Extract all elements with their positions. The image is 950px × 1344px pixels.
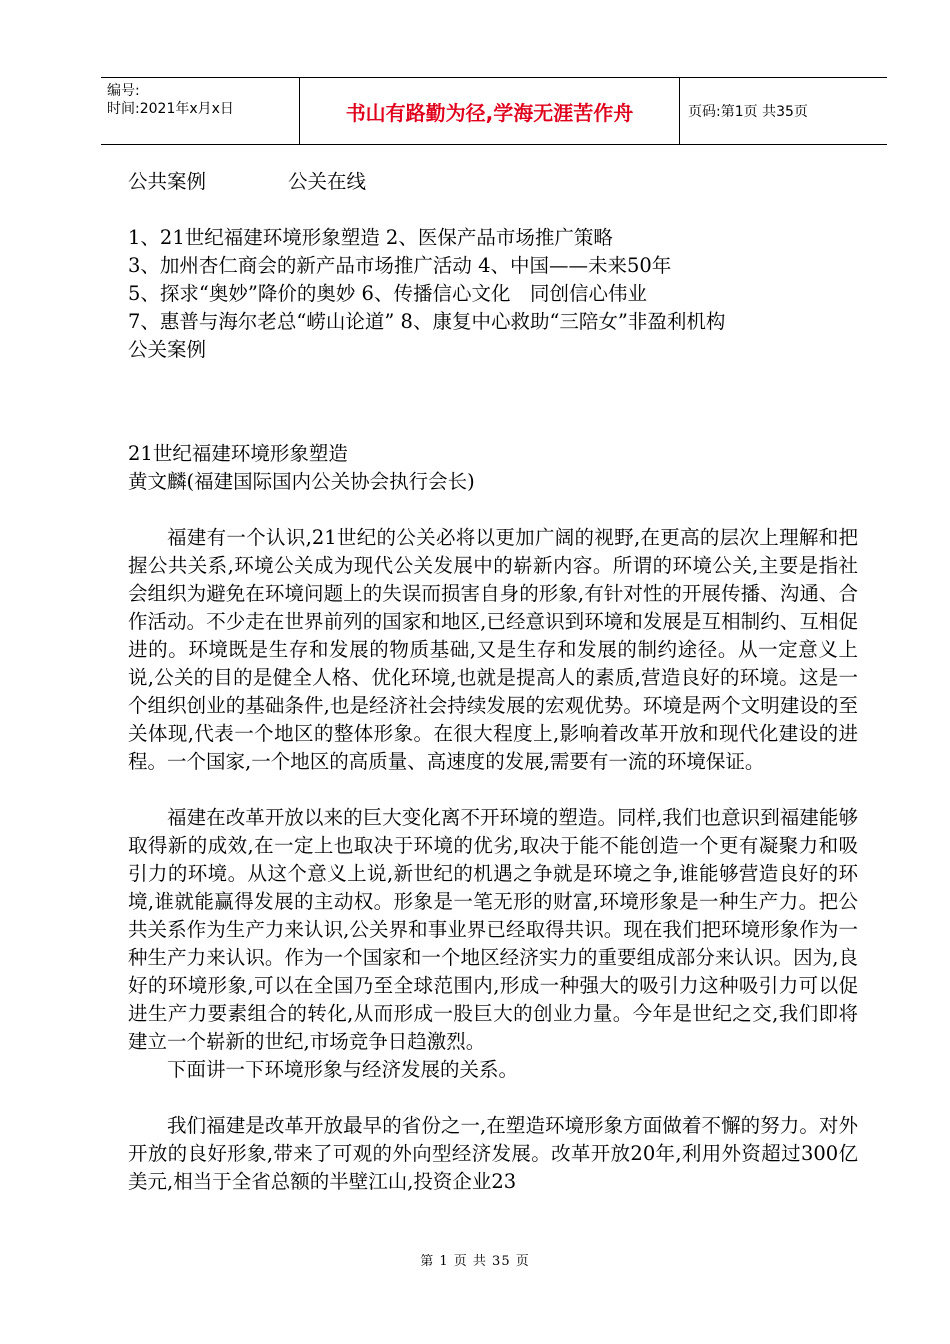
- toc-item: 5、探求“奥妙”降价的奥妙 6、传播信心文化 同创信心伟业: [128, 282, 647, 305]
- article-title: 21世纪福建环境形象塑造: [128, 442, 348, 465]
- spacer: [128, 496, 858, 524]
- spacer: [128, 364, 858, 440]
- paragraph: 下面讲一下环境形象与经济发展的关系。: [167, 1058, 519, 1081]
- paragraph: 福建在改革开放以来的巨大变化离不开环境的塑造。同样,我们也意识到福建能够取得新的成效,在一定上也取决于环境的优劣,取决于能不能创造一个更有凝聚力和吸引力的环境。从这个意义上说,新世纪的机遇之争就是环境之争,谁能够营造良好的环境,谁就能赢得发展的主动权。形象是一笔无形的财富,环境形象是一种生产力。把公共关系作为生产力来认识,公关界和事业界已经取得共识。现在我们把环境形象作为一种生产力来认识。作为一个国家和一个地区经济实力的重要组成部分来认识。因为,良好的环境形象,可以在全国乃至全球范围内,形成一种强大的吸引力这种吸引力可以促进生产力要素组合的转化,从而形成一股巨大的创业力量。今年是世纪之交,我们即将建立一个崭新的世纪,市场竞争日趋激烈。: [128, 806, 858, 1053]
- spacer: [128, 776, 858, 804]
- page-header: [101, 77, 887, 145]
- title-right: 公关在线: [288, 170, 367, 193]
- spacer: [128, 1084, 858, 1112]
- document-body: [128, 168, 858, 1196]
- header-page-info: 页码:第1页 共35页: [688, 104, 808, 120]
- toc-item: 3、加州杏仁商会的新产品市场推广活动 4、中国——未来50年: [128, 254, 672, 277]
- time-label: 时间:2021年x月x日: [107, 101, 234, 117]
- header-motto: 书山有路勤为径,学海无涯苦作舟: [300, 78, 680, 144]
- title-line: [128, 168, 858, 196]
- number-label: 编号:: [107, 83, 140, 99]
- toc-list: [128, 224, 858, 364]
- article-author: 黄文麟(福建国际国内公关协会执行会长): [128, 470, 475, 493]
- toc-item: 1、21世纪福建环境形象塑造 2、医保产品市场推广策略: [128, 226, 613, 249]
- spacer: [128, 196, 858, 224]
- header-meta: [101, 78, 300, 144]
- toc-item: 公关案例: [128, 338, 207, 361]
- toc-item: 7、惠普与海尔老总“崂山论道” 8、康复中心救助“三陪女”非盈利机构: [128, 310, 726, 333]
- paragraph: 福建有一个认识,21世纪的公关必将以更加广阔的视野,在更高的层次上理解和把握公共关系,环境公关成为现代公关发展中的崭新内容。所谓的环境公关,主要是指社会组织为避免在环境问题上的失误而损害自身的形象,有针对性的开展传播、沟通、合作活动。不少走在世界前列的国家和地区,已经意识到环境和发展是互相制约、互相促进的。环境既是生存和发展的物质基础,又是生存和发展的制约途径。从一定意义上说,公关的目的是健全人格、优化环境,也就是提高人的素质,营造良好的环境。这是一个组织创业的基础条件,也是经济社会持续发展的宏观优势。环境是两个文明建设的至关体现,代表一个地区的整体形象。在很大程度上,影响着改革开放和现代化建设的进程。一个国家,一个地区的高质量、高速度的发展,需要有一流的环境保证。: [128, 526, 858, 773]
- page-footer: 第 1 页 共 35 页: [420, 1254, 530, 1269]
- paragraph: 我们福建是改革开放最早的省份之一,在塑造环境形象方面做着不懈的努力。对外开放的良好形象,带来了可观的外向型经济发展。改革开放20年,利用外资超过300亿美元,相当于全省总额的半壁江山,投资企业23: [128, 1114, 858, 1193]
- title-left: 公共案例: [128, 170, 207, 193]
